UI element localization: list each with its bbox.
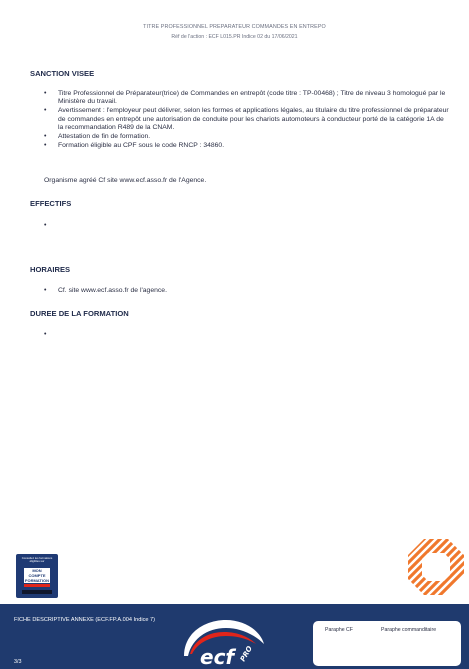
ecf-pro-logo [178,614,268,669]
list-item: • Cf. site www.ecf.asso.fr de l'agence. [44,287,449,295]
ecf-logo-text: ecf [200,645,235,669]
badge-store-strip [22,590,52,594]
paraphe-cf-label: Paraphe CF [325,627,353,633]
section-title-horaires: HORAIRES [30,265,71,274]
horaires-list [44,287,449,295]
paraphe-box [313,621,461,666]
paraphe-commanditaire-label: Paraphe commanditaire [381,627,437,633]
sanction-list [44,90,449,150]
list-item: • Titre Professionnel de Préparateur(trice) de Commandes en entrepôt (code titre : TP-00468) ; Titre de niveau 3 homologué par le Ministère du travail. [44,90,449,106]
badge-bar [24,584,50,587]
footer-doc-label: FICHE DESCRIPTIVE ANNEXE (ECF.FP.A.004 Indice 7) [14,617,156,623]
section-title-sanction: SANCTION VISEE [30,69,95,78]
mon-compte-formation-badge [16,554,58,598]
list-item: • Avertissement : l'employeur peut délivrer, selon les formes et applications légales, au titulaire du titre professionnel de préparateur de commandes en entrepôt une autorisation de conduite pour les chariots automoteurs à conducteur porté de la catégorie 1A de la recommandation R489 de la CNAM. [44,107,449,132]
document-header [0,24,469,40]
document-title: TITRE PROFESSIONNEL PREPARATEUR COMMANDES EN ENTREPO [143,24,326,30]
badge-caption: Consultez les formations éligibles sur [21,556,53,564]
agreement-note: Organisme agréé Cf site www.ecf.asso.fr de l'Agence. [44,177,207,184]
badge-label: MON COMPTE FORMATION [25,568,49,583]
section-title-duree: DUREE DE LA FORMATION [30,309,129,318]
orange-stripes-logo [406,537,466,597]
document-reference: Réf de l'action : ECF L015.PR Indice 02 du 17/06/2021 [171,34,298,40]
section-title-effectifs: EFFECTIFS [30,199,72,208]
list-item: • Formation éligible au CPF sous le code RNCP : 34860. [44,142,449,150]
list-item: • Attestation de fin de formation. [44,133,449,141]
pro-logo-text: PRO [238,644,254,663]
page-number: 3/3 [14,659,22,665]
